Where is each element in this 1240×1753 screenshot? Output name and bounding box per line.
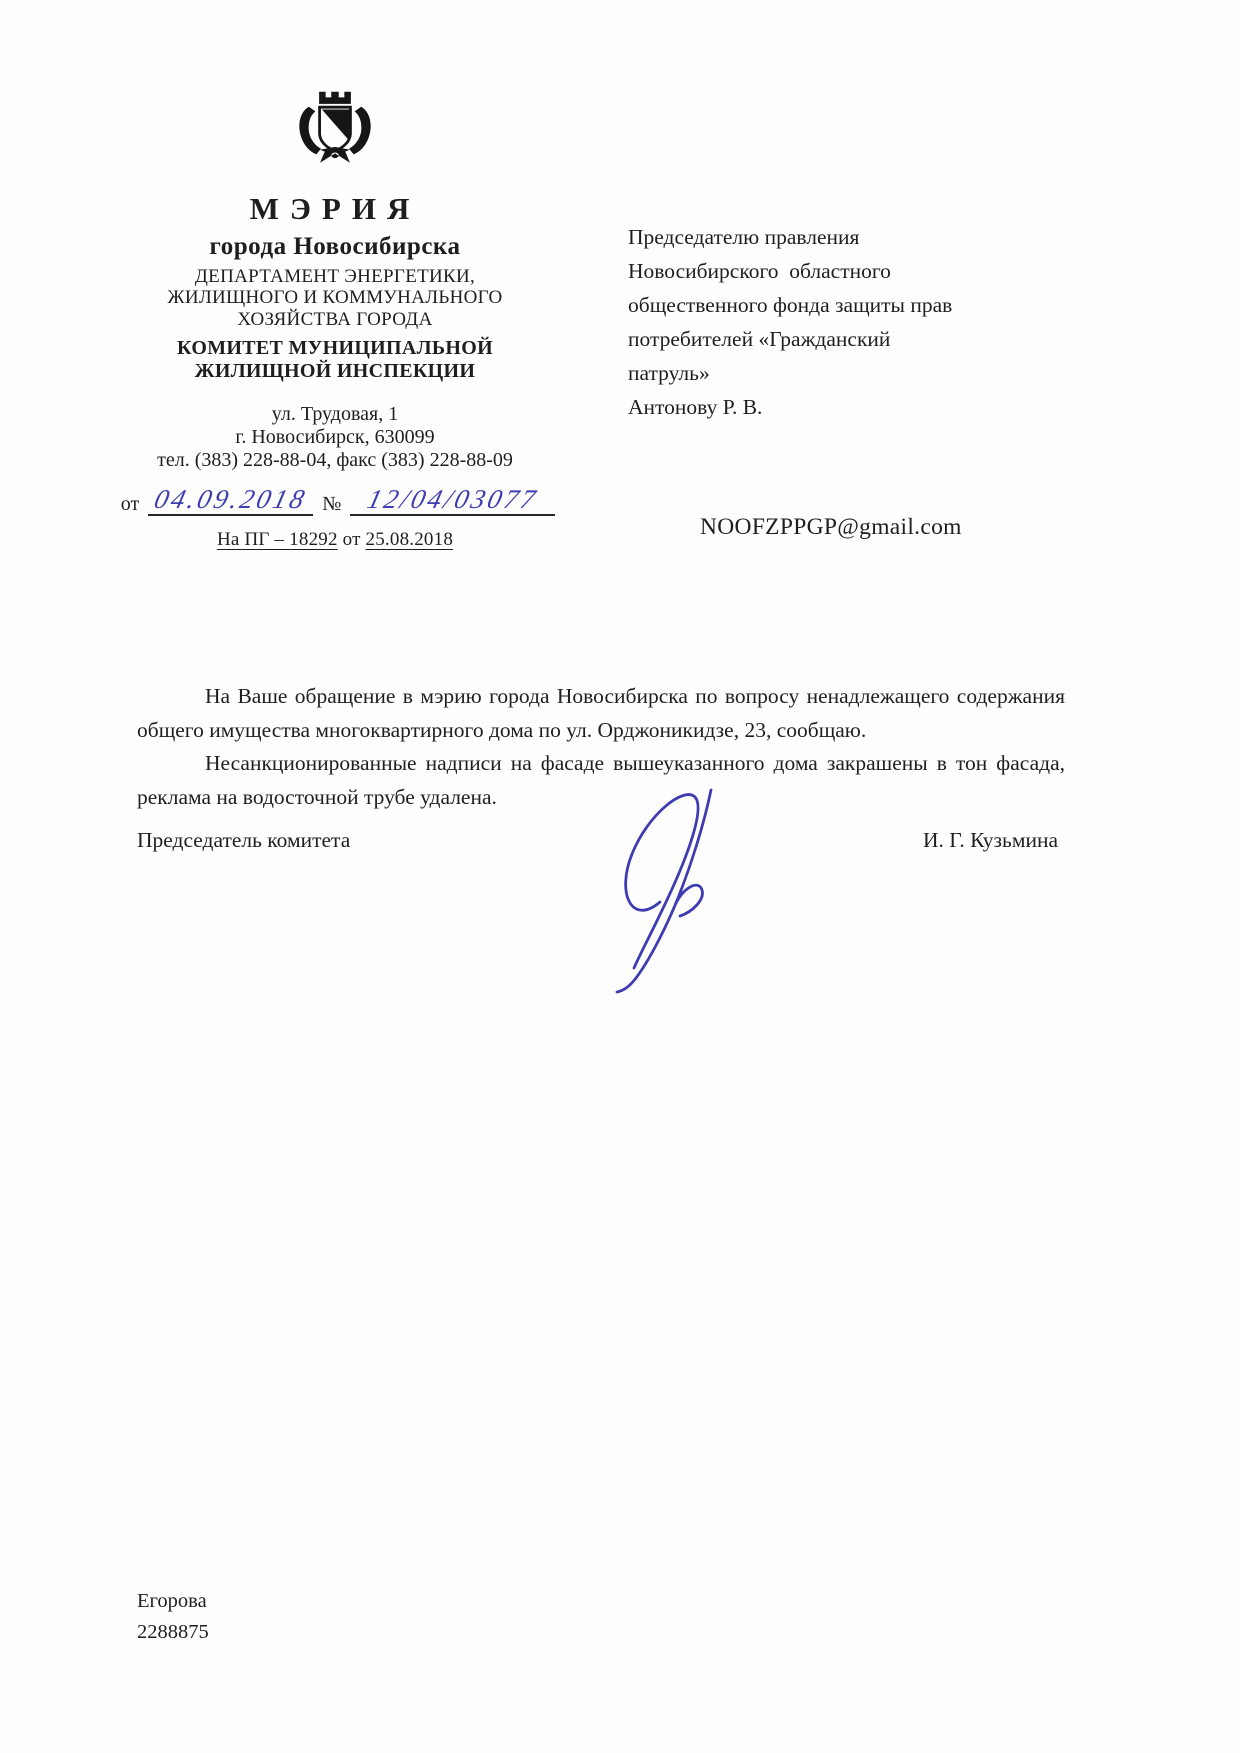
recipient-block bbox=[628, 220, 1078, 424]
ref-from-label: от bbox=[120, 493, 140, 516]
recipient-line: патруль» bbox=[628, 361, 710, 385]
department-block bbox=[100, 266, 570, 331]
reply-ref: На ПГ – 18292 bbox=[216, 529, 338, 551]
department-line: ДЕПАРТАМЕНТ ЭНЕРГЕТИКИ, bbox=[194, 265, 476, 287]
department-line: ЖИЛИЩНОГО И КОММУНАЛЬНОГО bbox=[167, 287, 503, 309]
ref-number-label: № bbox=[322, 493, 342, 516]
address-block bbox=[100, 403, 570, 472]
department-line: ХОЗЯЙСТВА ГОРОДА bbox=[237, 308, 433, 330]
executor-name: Егорова bbox=[137, 1590, 207, 1612]
recipient-line: Председателю правления bbox=[628, 225, 860, 249]
executor-phone: 2288875 bbox=[137, 1621, 209, 1643]
handwritten-number: 12/04/03077 bbox=[364, 484, 542, 515]
body-paragraph: Несанкционированные надписи на фасаде вышеуказанного дома закрашены в тон фасада, реклама на водосточной трубе удалена. bbox=[137, 751, 1065, 809]
recipient-line: Новосибирского областного bbox=[628, 259, 891, 283]
body-paragraph: На Ваше обращение в мэрию города Новосибирска по вопросу ненадлежащего содержания общего имущества многоквартирного дома по ул. Орджоникидзе, 23, сообщаю. bbox=[137, 684, 1065, 742]
reply-reference-row bbox=[100, 529, 570, 551]
org-city: города Новосибирска bbox=[209, 232, 461, 260]
signer-name: И. Г. Кузьмина bbox=[923, 828, 1058, 852]
address-line: ул. Трудовая, 1 bbox=[271, 403, 399, 426]
recipient-line: потребителей «Гражданский bbox=[628, 327, 891, 351]
phone-line: тел. (383) 228-88-04, факс (383) 228-88-09 bbox=[157, 449, 513, 472]
reply-date: 25.08.2018 bbox=[365, 529, 454, 551]
committee-block bbox=[100, 337, 570, 383]
ref-number-field bbox=[350, 486, 555, 516]
handwritten-date: 04.09.2018 bbox=[151, 484, 311, 515]
novosibirsk-city-emblem-icon bbox=[288, 88, 382, 179]
recipient-email: NOOFZPPGP@gmail.com bbox=[700, 514, 962, 540]
recipient-line: общественного фонда защиты прав bbox=[628, 293, 953, 317]
recipient-name: Антонову Р. В. bbox=[628, 395, 763, 419]
letterhead bbox=[100, 88, 570, 551]
ref-date-field bbox=[148, 486, 313, 516]
executor-block bbox=[137, 1586, 209, 1648]
address-line: г. Новосибирск, 630099 bbox=[235, 426, 435, 449]
org-title: МЭРИЯ bbox=[249, 191, 421, 226]
committee-line: КОМИТЕТ МУНИЦИПАЛЬНОЙ bbox=[177, 337, 493, 360]
reply-from-label: от bbox=[342, 529, 361, 551]
outgoing-ref-row bbox=[100, 486, 570, 516]
committee-line: ЖИЛИЩНОЙ ИНСПЕКЦИИ bbox=[194, 360, 476, 383]
emblem-wrap bbox=[100, 88, 570, 179]
handwritten-signature-icon bbox=[585, 782, 755, 994]
signer-position-title: Председатель комитета bbox=[137, 828, 351, 852]
